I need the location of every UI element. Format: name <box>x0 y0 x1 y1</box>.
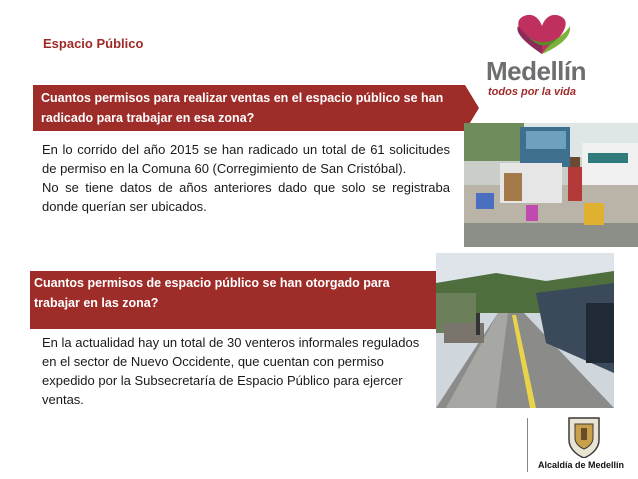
logo-tagline: todos por la vida <box>488 86 577 98</box>
logo-wordmark: Medellín <box>486 56 587 86</box>
answer-1-line-2: No se tiene datos de años anteriores dado que solo se registraba donde querían ser ubicados. <box>42 180 450 214</box>
answer-1-line-1: En lo corrido del año 2015 se han radicado un total de 61 solicitudes de permiso en la Comuna 60 (Corregimiento de San Cristóbal). <box>42 142 450 176</box>
street-bikelane-photo <box>436 253 614 408</box>
question-banner-1: Cuantos permisos para realizar ventas en el espacio público se han radicado para trabajar en esa zona? <box>33 85 465 131</box>
answer-paragraph-1 <box>42 140 450 216</box>
section-title: Espacio Público <box>43 36 144 51</box>
street-vendors-photo <box>464 123 638 247</box>
footer-seal-label: Alcaldía de Medellín <box>538 460 625 470</box>
city-seal-emblem <box>565 414 603 458</box>
question-banner-2: Cuantos permisos de espacio público se han otorgado para trabajar en las zona? <box>30 271 436 329</box>
answer-paragraph-2: En la actualidad hay un total de 30 venteros informales regulados en el sector de Nuevo Occidente, que cuentan con permiso expedido por la Subsecretaría de Espacio Público para ejercer ventas. <box>42 335 420 407</box>
footer-divider <box>527 418 528 472</box>
